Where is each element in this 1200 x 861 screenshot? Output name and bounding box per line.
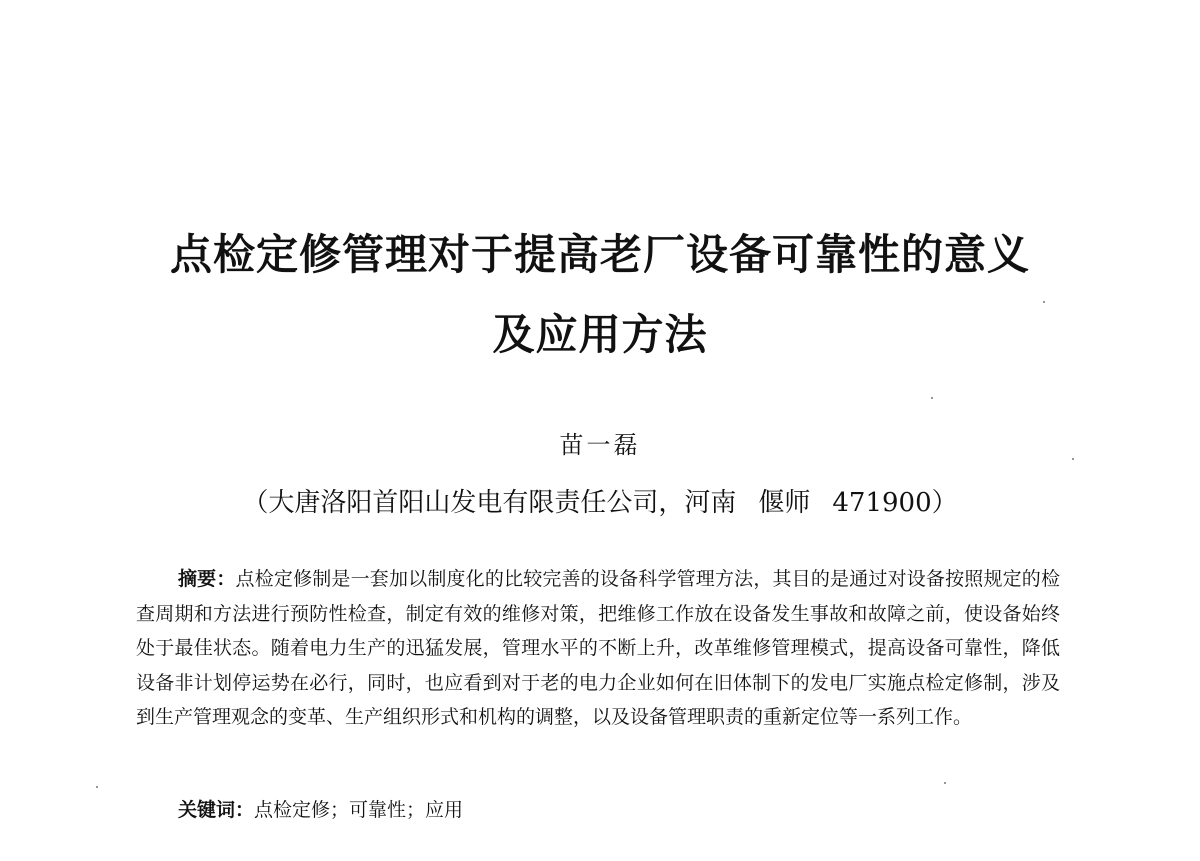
author-name: 苗一磊 [559,431,641,459]
affiliation-close-paren: ） [931,488,958,518]
abstract-label: 摘要： [178,568,236,590]
affiliation-city: 偃师 [758,488,811,518]
scan-speck [1072,458,1074,460]
keywords-line [178,795,463,825]
affiliation-postcode: 471900 [832,488,932,518]
paper-title-line-2: 及应用方法 [492,310,708,359]
keywords-text: 点检定修；可靠性；应用 [254,799,464,821]
paper-title-line-1: 点检定修管理对于提高老厂设备可靠性的意义 [169,230,1030,279]
abstract-text: 点检定修制是一套加以制度化的比较完善的设备科学管理方法，其目的是通过对设备按照规定的检查周期和方法进行预防性检查，制定有效的维修对策，把维修工作放在设备发生事故和故障之前，使设备始终处于最佳状态。随着电力生产的迅猛发展，管理水平的不断上升，改革维修管理模式，提高设备可靠性，降低设备非计划停运势在必行，同时，也应看到对于老的电力企业如何在旧体制下的发电厂实施点检定修制，涉及到生产管理观念的变革、生产组织形式和机构的调整，以及设备管理职责的重新定位等一系列工作。 [136,568,1060,728]
keywords-label: 关键词： [178,799,255,821]
scan-speck [1043,301,1045,303]
scan-speck [944,782,946,784]
affiliation-org: 大唐洛阳首阳山发电有限责任公司，河南 [268,488,737,518]
scan-speck [931,397,933,399]
affiliation-open-paren: （ [242,488,269,518]
scan-speck [96,786,98,788]
abstract-paragraph [136,562,1060,735]
author-affiliation [0,482,1200,519]
